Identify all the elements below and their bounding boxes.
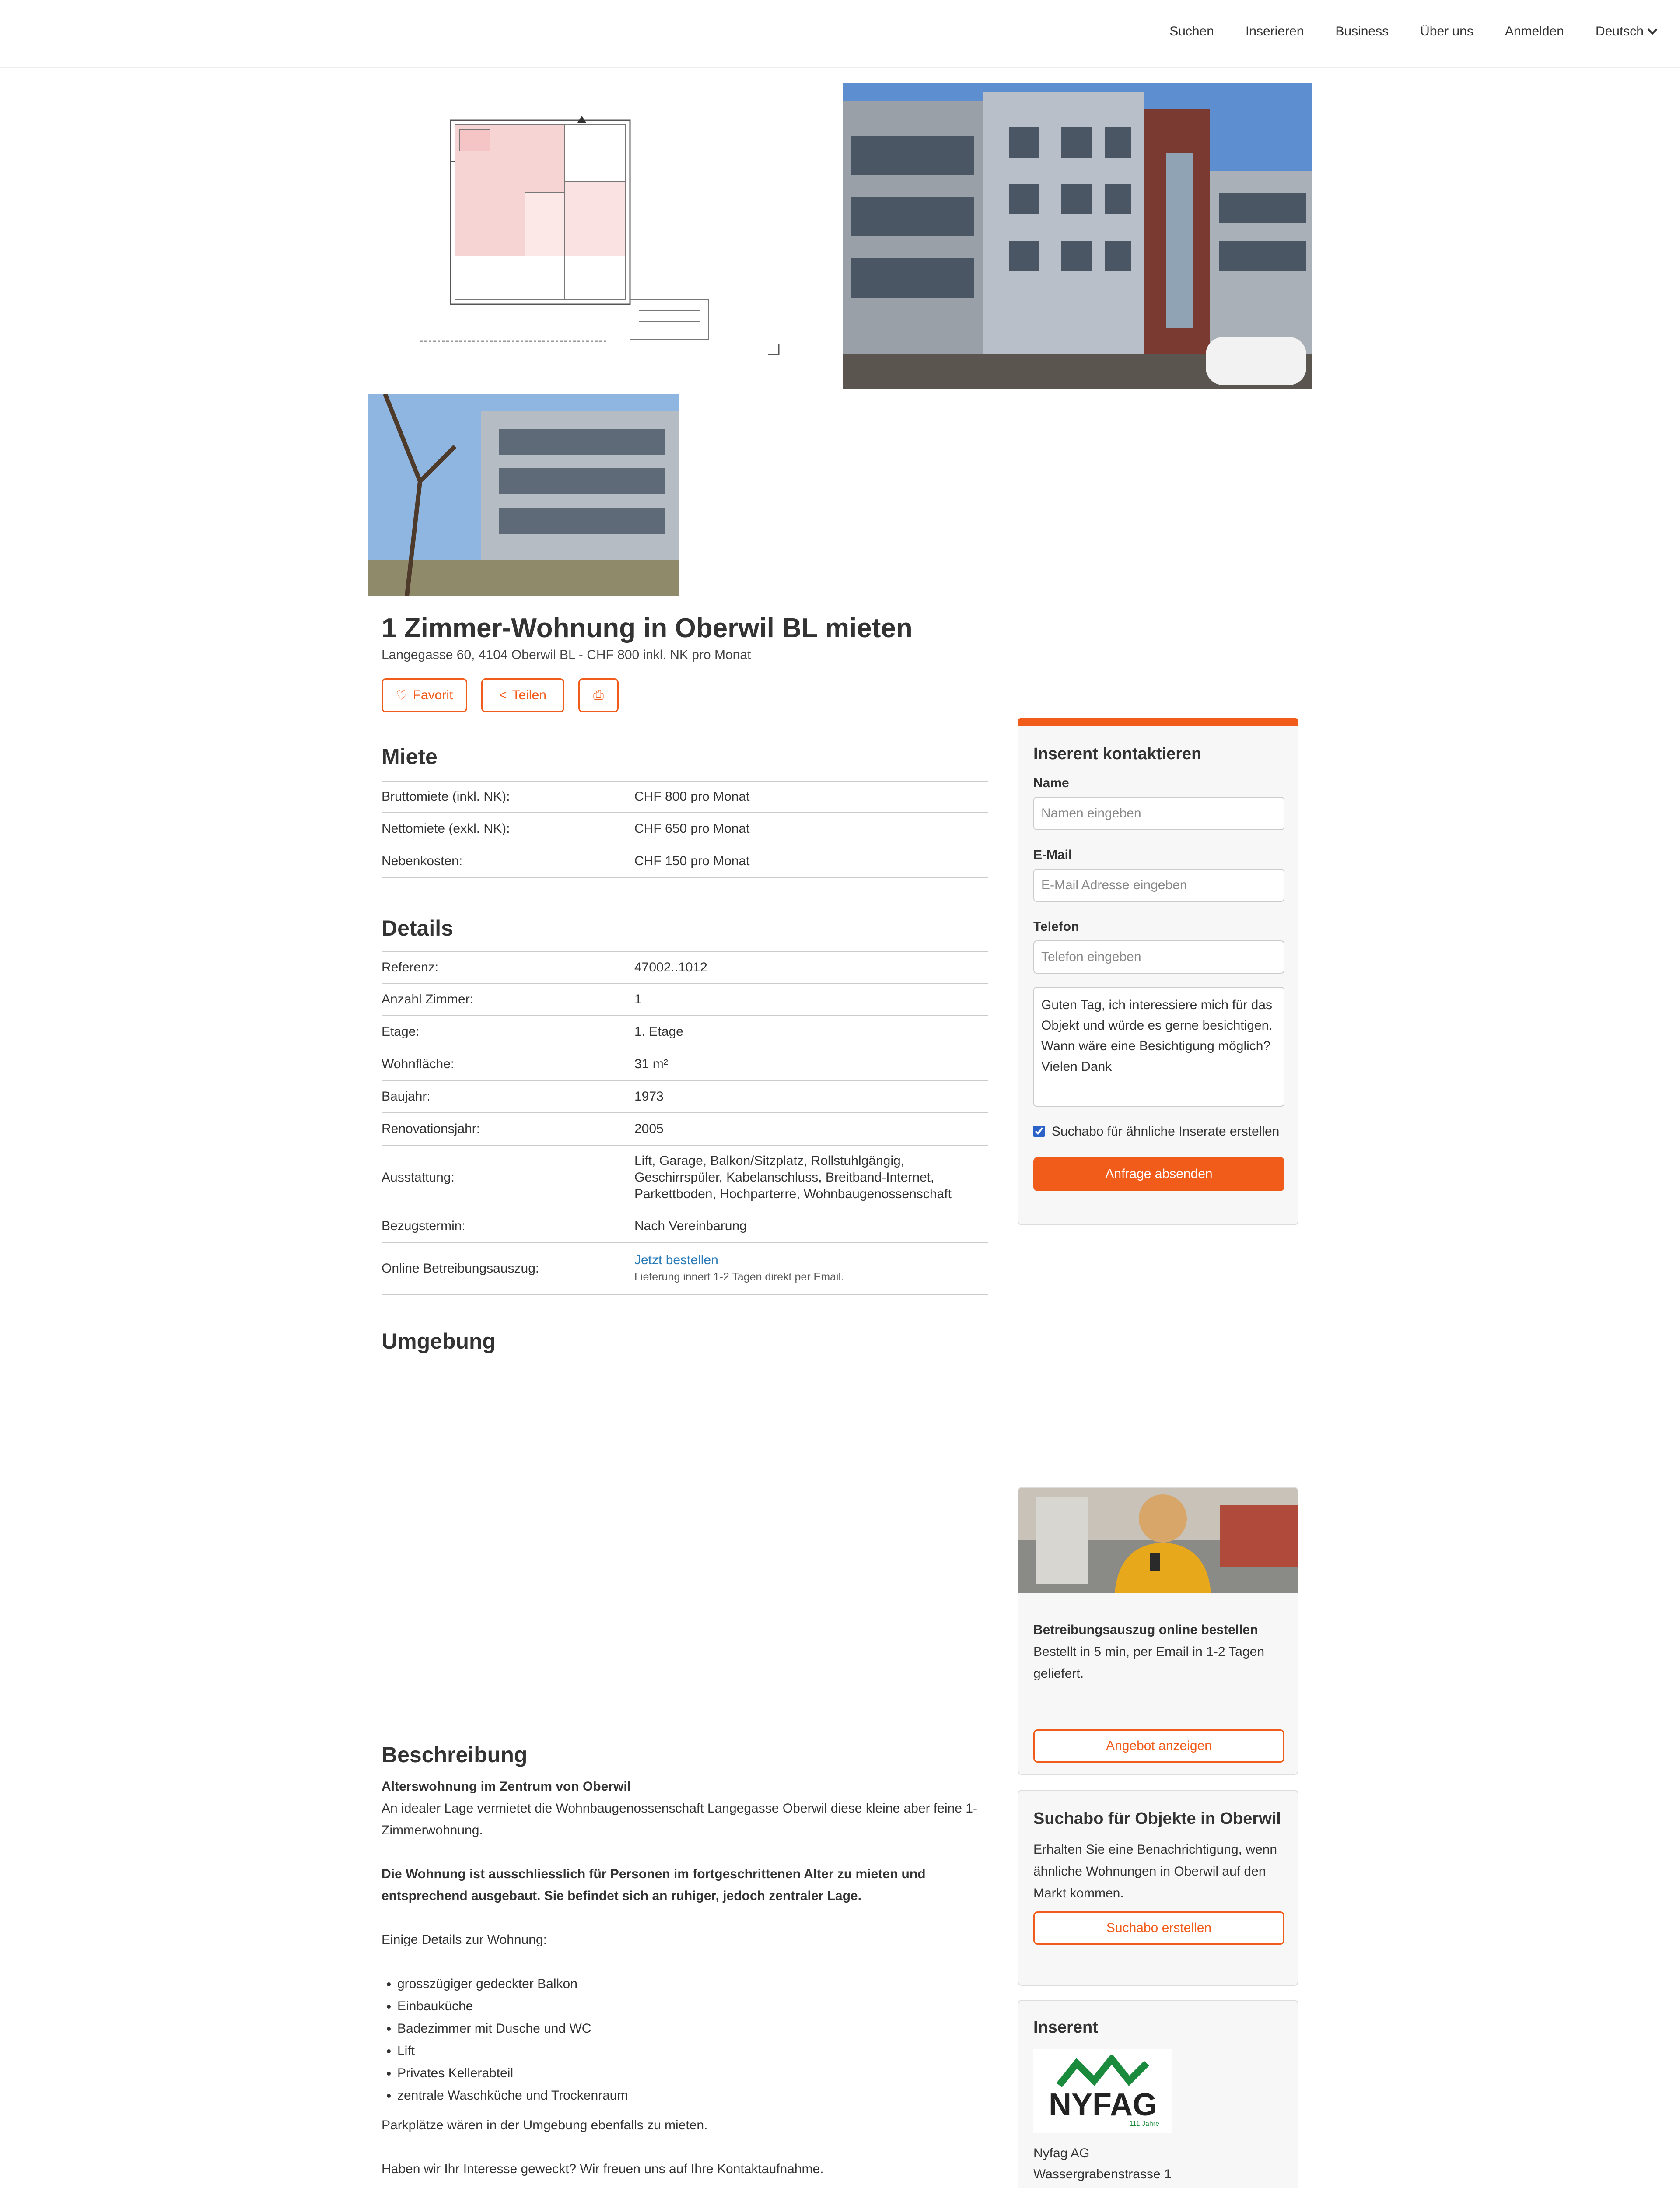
row-key: Online Betreibungsauszug: <box>382 1261 539 1276</box>
list-item: • zentrale Waschküche und Trockenraum <box>397 2084 994 2107</box>
nav-language-label: Deutsch <box>1595 24 1644 39</box>
row-value: Nach Vereinbarung <box>634 1219 747 1233</box>
abo-title: Suchabo für Objekte in Oberwil <box>1033 1809 1281 1828</box>
email-input[interactable] <box>1033 869 1284 902</box>
advertiser-city <box>1033 2185 1283 2188</box>
list-item: • grosszügiger gedeckter Balkon <box>397 1973 994 1995</box>
table-row <box>382 1243 988 1295</box>
description-list <box>397 1973 994 2107</box>
description-bold-paragraph: Die Wohnung ist ausschliesslich für Personen im fortgeschrittenen Alter zu mieten und entsprechend ausgebaut. Sie befindet sich an ruhiger, jedoch zentraler Lage. <box>382 1867 926 1903</box>
list-item: • Einbauküche <box>397 1995 994 2017</box>
row-value <box>634 1252 988 1285</box>
row-value: 2005 <box>634 1122 664 1136</box>
description-parking: Parkplätze wären in der Umgebung ebenfalls zu mieten. <box>382 2118 708 2132</box>
nav-suchen[interactable]: Suchen <box>1169 24 1214 39</box>
contact-form-card <box>1018 718 1298 1225</box>
woman-phone-photo <box>1018 1488 1298 1593</box>
table-row <box>382 951 988 984</box>
nav-ueber-uns[interactable]: Über uns <box>1420 24 1474 39</box>
promo-image <box>1018 1488 1298 1593</box>
share-label: Teilen <box>512 688 546 702</box>
chevron-down-icon <box>1648 25 1658 35</box>
row-value: 1 <box>634 992 642 1006</box>
table-row <box>382 1048 988 1081</box>
create-subscription-button[interactable]: Suchabo erstellen <box>1033 1911 1284 1945</box>
table-row <box>382 781 988 813</box>
name-input[interactable] <box>1033 797 1284 830</box>
description-list-intro: Einige Details zur Wohnung: <box>382 1932 547 1947</box>
phone-label: Telefon <box>1033 919 1079 934</box>
row-value: CHF 650 pro Monat <box>634 821 750 836</box>
row-value: 31 m² <box>634 1057 668 1071</box>
lead-bold: Alterswohnung im Zentrum von Oberwil <box>382 1779 631 1794</box>
row-value: CHF 150 pro Monat <box>634 854 750 868</box>
print-button[interactable] <box>578 678 619 712</box>
description-heading: Beschreibung <box>382 1743 528 1767</box>
list-item: • Privates Kellerabteil <box>397 2062 994 2084</box>
surroundings-heading: Umgebung <box>382 1329 496 1353</box>
building-photo <box>843 83 1312 389</box>
description-interest: Haben wir Ihr Interesse geweckt? Wir freuen uns auf Ihre Kontaktaufnahme. <box>382 2162 824 2176</box>
search-subscription-row <box>1033 1121 1283 1142</box>
favorite-button[interactable] <box>382 678 467 712</box>
description-section <box>382 1742 994 2188</box>
listing-actions <box>382 678 619 712</box>
email-label: E-Mail <box>1033 848 1072 862</box>
gallery-building-photo-main[interactable] <box>843 83 1312 389</box>
promo-title: Betreibungsauszug online bestellen <box>1033 1623 1258 1637</box>
row-value: 1. Etage <box>634 1024 683 1039</box>
share-icon: < <box>499 688 507 702</box>
row-key: Nebenkosten: <box>382 854 463 868</box>
row-key: Bruttomiete (inkl. NK): <box>382 789 510 804</box>
nyfag-logo-sub: 111 Jahre <box>1129 2120 1159 2128</box>
building-photo-2 <box>368 394 679 596</box>
abo-text: Erhalten Sie eine Benachrichtigung, wenn ähnliche Wohnungen in Oberwil auf den Markt kommen. <box>1033 1842 1278 1900</box>
search-subscription-checkbox[interactable] <box>1033 1126 1045 1137</box>
rent-heading: Miete <box>382 744 438 769</box>
share-button[interactable] <box>481 678 564 712</box>
table-row <box>382 1081 988 1113</box>
row-key: Bezugstermin: <box>382 1219 466 1233</box>
floorplan-drawing <box>368 83 796 363</box>
table-row <box>382 813 988 845</box>
delivery-note: Lieferung innert 1-2 Tagen direkt per Email. <box>634 1271 844 1283</box>
row-key: Etage: <box>382 1024 420 1039</box>
nav-business[interactable]: Business <box>1335 24 1389 39</box>
top-navigation <box>0 0 1680 68</box>
table-row <box>382 1113 988 1146</box>
table-row <box>382 1210 988 1243</box>
listing-subtitle: Langegasse 60, 4104 Oberwil BL - CHF 800 inkl. NK pro Monat <box>382 648 751 662</box>
search-subscription-label: Suchabo für ähnliche Inserate erstellen <box>1052 1124 1280 1139</box>
row-key: Baujahr: <box>382 1089 430 1104</box>
advertiser-card <box>1018 2000 1298 2188</box>
table-row <box>382 1146 988 1210</box>
advertiser-name: Nyfag AG <box>1033 2146 1090 2160</box>
advertiser-heading: Inserent <box>1033 2018 1098 2037</box>
extract-promo-card <box>1018 1487 1298 1775</box>
show-offer-button[interactable]: Angebot anzeigen <box>1033 1729 1284 1763</box>
rent-table <box>382 781 988 878</box>
row-value: 47002..1012 <box>634 960 707 975</box>
lead-text: An idealer Lage vermietet die Wohnbaugenossenschaft Langegasse Oberwil diese kleine aber feine 1-Zimmerwohnung. <box>382 1801 977 1837</box>
print-icon: ⎙ <box>593 688 604 702</box>
row-key: Anzahl Zimmer: <box>382 992 474 1006</box>
gallery-floorplan-image[interactable] <box>368 83 796 363</box>
row-value: Lift, Garage, Balkon/Sitzplatz, Rollstuhlgängig, Geschirrspüler, Kabelanschluss, Breitband-Internet, Parkettboden, Hochparterre, Wohnbaugenossenschaft <box>634 1154 952 1201</box>
row-value: 1973 <box>634 1089 664 1104</box>
promo-body <box>1018 1593 1298 1685</box>
order-extract-link[interactable]: Jetzt bestellen <box>634 1253 718 1267</box>
favorite-label: Favorit <box>413 688 453 702</box>
description-lead <box>382 1776 994 1841</box>
promo-text: Bestellt in 5 min, per Email in 1-2 Tagen geliefert. <box>1033 1645 1265 1681</box>
list-item: • Lift <box>397 2040 994 2062</box>
details-heading: Details <box>382 916 453 940</box>
nav-language-dropdown[interactable] <box>1596 24 1656 39</box>
name-label: Name <box>1033 776 1069 790</box>
list-item: • Badezimmer mit Dusche und WC <box>397 2017 994 2040</box>
nyfag-roof-mark <box>1050 2055 1155 2090</box>
row-key: Renovationsjahr: <box>382 1122 480 1136</box>
nyfag-logo-text: NYFAG <box>1048 2087 1158 2122</box>
nav-inserieren[interactable]: Inserieren <box>1245 24 1304 39</box>
table-row <box>382 984 988 1016</box>
nyfag-logo <box>1033 2049 1172 2133</box>
search-subscription-card <box>1018 1790 1298 1986</box>
heart-icon: ♡ <box>396 688 408 703</box>
message-textarea[interactable] <box>1033 987 1284 1107</box>
row-key: Wohnfläche: <box>382 1057 455 1071</box>
send-request-button[interactable]: Anfrage absenden <box>1033 1157 1284 1191</box>
advertiser-street: Wassergrabenstrasse 1 <box>1033 2167 1172 2181</box>
table-row <box>382 845 988 878</box>
table-row <box>382 1016 988 1048</box>
nav-anmelden[interactable]: Anmelden <box>1505 24 1564 39</box>
row-key: Ausstattung: <box>382 1170 455 1185</box>
listing-title: 1 Zimmer-Wohnung in Oberwil BL mieten <box>382 613 913 643</box>
contact-heading: Inserent kontaktieren <box>1033 745 1202 763</box>
gallery-building-photo-secondary[interactable] <box>368 394 679 596</box>
nav-links <box>1138 24 1656 39</box>
row-value: CHF 800 pro Monat <box>634 789 750 804</box>
row-key: Referenz: <box>382 960 439 975</box>
phone-input[interactable] <box>1033 940 1284 974</box>
details-table <box>382 951 988 1295</box>
row-key: Nettomiete (exkl. NK): <box>382 821 510 836</box>
